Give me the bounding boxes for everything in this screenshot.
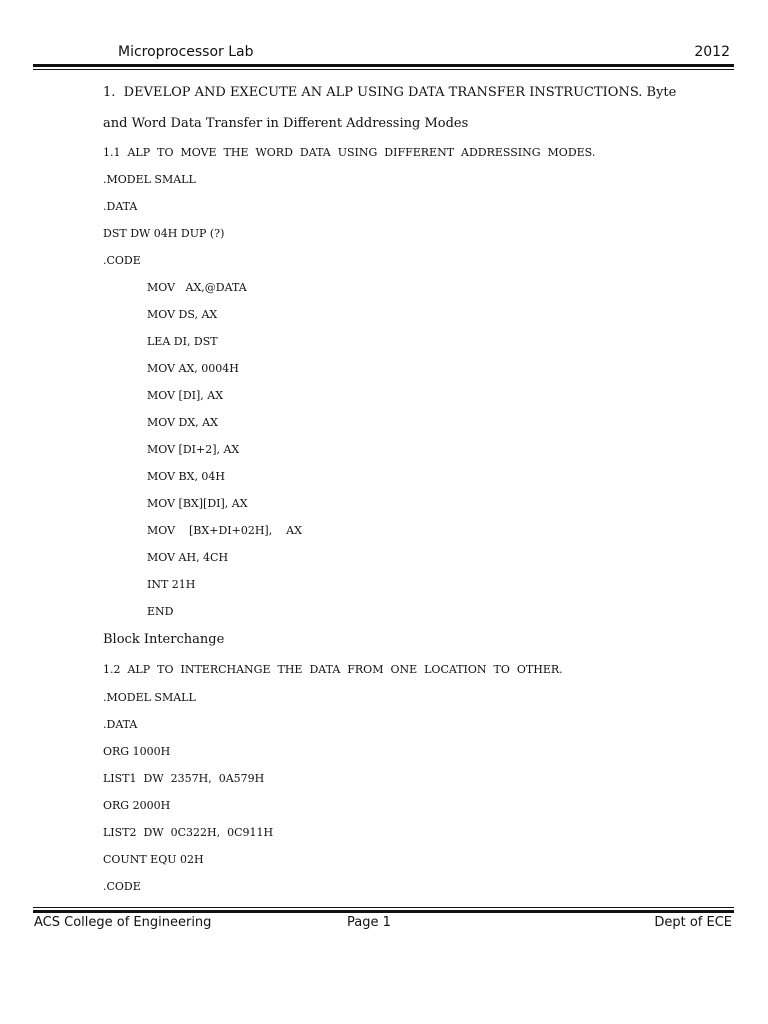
code-line: ORG 2000H — [103, 799, 171, 812]
code-line: .MODEL SMALL — [103, 173, 196, 186]
code-line: MOV [DI+2], AX — [147, 443, 240, 456]
code-line: INT 21H — [147, 578, 196, 591]
code-line: ORG 1000H — [103, 745, 171, 758]
code-line: MOV DS, AX — [147, 308, 218, 321]
code-line: END — [147, 605, 174, 618]
code-line: MOV AX,@DATA — [147, 281, 247, 294]
code-line: DST DW 04H DUP (?) — [103, 227, 225, 240]
code-line: MOV [DI], AX — [147, 389, 224, 402]
experiment-heading-line-1: 1. DEVELOP AND EXECUTE AN ALP USING DATA TRANSFER INSTRUCTIONS. Byte — [103, 85, 677, 100]
footer-college: ACS College of Engineering — [34, 915, 212, 930]
program-1-title: 1.1 ALP TO MOVE THE WORD DATA USING DIFFERENT ADDRESSING MODES. — [103, 146, 596, 159]
code-line: MOV AH, 4CH — [147, 551, 229, 564]
footer-rule-thick — [33, 910, 734, 913]
footer-department: Dept of ECE — [654, 915, 732, 930]
code-line: LIST1 DW 2357H, 0A579H — [103, 772, 265, 785]
block-interchange-heading: Block Interchange — [103, 632, 225, 647]
code-line: LEA DI, DST — [147, 335, 218, 348]
code-line: COUNT EQU 02H — [103, 853, 204, 866]
code-line: .DATA — [103, 200, 138, 213]
code-line: MOV AX, 0004H — [147, 362, 239, 375]
footer-rule-thin — [33, 907, 734, 908]
footer-page-number: Page 1 — [347, 915, 391, 930]
code-line: .CODE — [103, 880, 141, 893]
running-header-title: Microprocessor Lab — [118, 44, 254, 60]
code-line: .CODE — [103, 254, 141, 267]
code-line: MOV BX, 04H — [147, 470, 226, 483]
code-line: MOV [BX+DI+02H], AX — [147, 524, 302, 537]
code-line: .MODEL SMALL — [103, 691, 196, 704]
program-2-title: 1.2 ALP TO INTERCHANGE THE DATA FROM ONE LOCATION TO OTHER. — [103, 663, 563, 676]
running-header-year: 2012 — [694, 44, 730, 60]
code-line: MOV [BX][DI], AX — [147, 497, 248, 510]
code-line: .DATA — [103, 718, 138, 731]
experiment-heading-line-2: and Word Data Transfer in Different Addressing Modes — [103, 116, 469, 131]
code-line: MOV DX, AX — [147, 416, 218, 429]
code-line: LIST2 DW 0C322H, 0C911H — [103, 826, 274, 839]
